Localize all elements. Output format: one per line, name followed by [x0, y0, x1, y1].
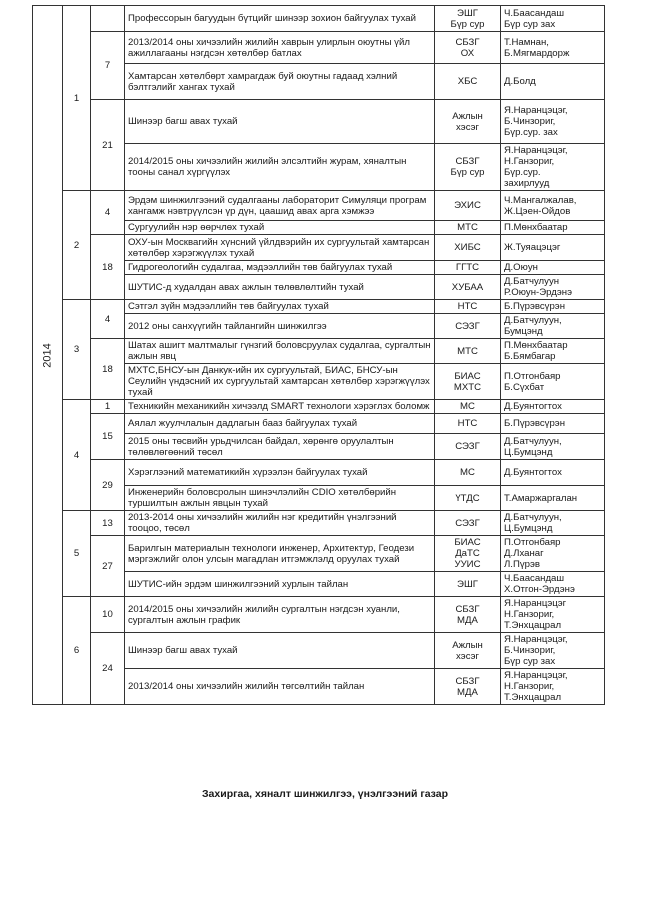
topic-cell: Хамтарсан хөтөлбөрт хамрагдаж буй оюутны гадаад хэлний бэлтгэлийг хангах тухай [125, 64, 435, 100]
org-cell: СЭЗГ [435, 511, 501, 536]
topic-cell: Шинээр багш авах тухай [125, 100, 435, 144]
table-row [33, 235, 605, 261]
topic-cell: 2012 оны санхүүгийн тайлангийн шинжилгээ [125, 314, 435, 339]
org-cell: СБЗГ МДА [435, 669, 501, 705]
org-cell: МТС [435, 339, 501, 364]
topic-cell: Аялал жуулчлалын дадлагын бааз байгуулах тухай [125, 414, 435, 434]
org-cell: ХУБАА [435, 275, 501, 300]
year-label: 2014 [41, 342, 54, 368]
org-cell: ЭШГ Бүр сур [435, 6, 501, 32]
topic-cell: 2015 оны төсвийн урьдчилсан байдал, хөрөнгө оруулалтын төлөвлөгөөний төсөл [125, 434, 435, 460]
topic-cell: 2013/2014 оны хичээлийн жилийн хаврын улирлын оюутны үйл ажиллагааны нэгдсэн хөтөлбөр батлах [125, 32, 435, 64]
topic-cell: Хэрэглээний математикийн хүрээлэн байгуулах тухай [125, 460, 435, 486]
topic-cell: Барилгын материалын технологи инженер, Архитектур, Геодези мэргэжлийг олон улсын магадлан итгэмжлэлд оруулах тухай [125, 536, 435, 572]
org-cell: НТС [435, 300, 501, 314]
day-cell: 29 [91, 460, 125, 511]
responsible-cell: Д.Оюун [501, 261, 605, 275]
org-cell: ГГТС [435, 261, 501, 275]
topic-cell: Сэтгэл зүйн мэдээллийн төв байгуулах тухай [125, 300, 435, 314]
org-cell: МС [435, 400, 501, 414]
org-cell: СБЗГ ОХ [435, 32, 501, 64]
topic-cell: ШУТИС-д худалдан авах ажлын төлөвлөлтийн тухай [125, 275, 435, 300]
month-cell: 6 [63, 597, 91, 705]
org-cell: ҮТДС [435, 486, 501, 511]
day-cell: 15 [91, 414, 125, 460]
day-cell: 21 [91, 100, 125, 191]
responsible-cell: Д.Болд [501, 64, 605, 100]
responsible-cell: Я.Наранцэцэг, Н.Ганзориг, Т.Энхцацрал [501, 669, 605, 705]
footer-department: Захиргаа, хяналт шинжилгээ, үнэлгээний газар [201, 788, 449, 800]
month-cell: 4 [63, 400, 91, 511]
responsible-cell: П.Отгонбаяр Б.Сүхбат [501, 364, 605, 400]
org-cell: МС [435, 460, 501, 486]
org-cell: СБЗГ Бүр сур [435, 144, 501, 191]
responsible-cell: Б.Пүрэвсүрэн [501, 300, 605, 314]
table-row [33, 32, 605, 64]
responsible-cell: П.Мөнхбаатар Б.Бямбагар [501, 339, 605, 364]
org-cell: СЭЗГ [435, 434, 501, 460]
responsible-cell: Ч.Баасандаш Бүр сур зах [501, 6, 605, 32]
day-cell: 7 [91, 32, 125, 100]
table-row [33, 300, 605, 314]
day-cell [91, 6, 125, 32]
table-row [33, 6, 605, 32]
topic-cell: Шатах ашигт малтмалыг гүнзгий боловсруулах судалгаа, сургалтын ажлын явц [125, 339, 435, 364]
topic-cell: ШУТИС-ийн эрдэм шинжилгээний хурлын тайлан [125, 572, 435, 597]
org-cell: БИАС МХТС [435, 364, 501, 400]
table-row [33, 633, 605, 669]
day-cell: 4 [91, 300, 125, 339]
responsible-cell: Ч.Баасандаш Х.Отгон-Эрдэнэ [501, 572, 605, 597]
responsible-cell: Д.Буянтогтох [501, 460, 605, 486]
responsible-cell: П.Отгонбаяр Д.Лханаг Л.Пүрэв [501, 536, 605, 572]
day-cell: 18 [91, 339, 125, 400]
org-cell: ЭШГ [435, 572, 501, 597]
day-cell: 24 [91, 633, 125, 705]
day-cell: 4 [91, 191, 125, 235]
topic-cell: Гидрогеологийн судалгаа, мэдээллийн төв байгуулах тухай [125, 261, 435, 275]
org-cell: ХБС [435, 64, 501, 100]
topic-cell: Эрдэм шинжилгээний судалгааны лабораторит Симуляци програм хангамж нэвтрүүлсэн үр дүн, цаашид авах арга хэмжээ [125, 191, 435, 221]
table-row [33, 400, 605, 414]
table-row [33, 100, 605, 144]
table-row [33, 536, 605, 572]
table-row [33, 597, 605, 633]
topic-cell: 2014/2015 оны хичээлийн жилийн сургалтын нэгдсэн хуанли, сургалтын ажлын график [125, 597, 435, 633]
responsible-cell: Я.Наранцэцэг, Н.Ганзориг, Бүр.сур. захирлууд [501, 144, 605, 191]
topic-cell: МХТС,БНСУ-ын Данкук-ийн их сургуультай, БИАС, БНСУ-ын Сеулийн үндэсний их сургуультай хамтарсан хөтөлбөр хэрэгжүүлэх тухай [125, 364, 435, 400]
topic-cell: Шинээр багш авах тухай [125, 633, 435, 669]
topic-cell: Профессорын багуудын бүтцийг шинээр зохион байгуулах тухай [125, 6, 435, 32]
month-cell: 1 [63, 6, 91, 191]
table-row [33, 511, 605, 536]
table-row [33, 460, 605, 486]
topic-cell: 2014/2015 оны хичээлийн жилийн элсэлтийн журам, хяналтын тооны санал хүргүүлэх [125, 144, 435, 191]
schedule-table [32, 5, 605, 705]
responsible-cell: Д.Батчулуун, Ц.Бумцэнд [501, 434, 605, 460]
day-cell: 10 [91, 597, 125, 633]
org-cell: ХИБС [435, 235, 501, 261]
responsible-cell: Я.Наранцэцэг Н.Ганзориг, Т.Энхцацрал [501, 597, 605, 633]
responsible-cell: Я.Наранцэцэг, Б.Чинзориг, Бүр.сур. зах [501, 100, 605, 144]
responsible-cell: Я.Наранцэцэг, Б.Чинзориг, Бүр сур зах [501, 633, 605, 669]
responsible-cell: Д.Батчулуун, Бумцэнд [501, 314, 605, 339]
responsible-cell: Т.Амаржаргалан [501, 486, 605, 511]
responsible-cell: Д.Батчулуун Р.Оюун-Эрдэнэ [501, 275, 605, 300]
responsible-cell: Д.Буянтогтох [501, 400, 605, 414]
day-cell: 1 [91, 400, 125, 414]
responsible-cell: Д.Батчулуун, Ц.Бумцэнд [501, 511, 605, 536]
topic-cell: Инженерийн боловсролын шинэчлэлийн CDIO хөтөлбөрийн туршилтын ажлын явцын тухай [125, 486, 435, 511]
topic-cell: Техникийн механикийн хичээлд SMART технологи хэрэглэх боломж [125, 400, 435, 414]
topic-cell: 2013-2014 оны хичээлийн жилийн нэг кредитийн үнэлгээний тооцоо, төсөл [125, 511, 435, 536]
day-cell: 27 [91, 536, 125, 597]
topic-cell: Сургуулийн нэр өөрчлөх тухай [125, 221, 435, 235]
responsible-cell: Ч.Мангалжалав, Ж.Цэен-Ойдов [501, 191, 605, 221]
org-cell: Ажлын хэсэг [435, 100, 501, 144]
responsible-cell: П.Мөнхбаатар [501, 221, 605, 235]
month-cell: 2 [63, 191, 91, 300]
org-cell: БИАС ДаТС УУИС [435, 536, 501, 572]
day-cell: 13 [91, 511, 125, 536]
year-cell [33, 6, 63, 705]
org-cell: НТС [435, 414, 501, 434]
month-cell: 3 [63, 300, 91, 400]
responsible-cell: Т.Намнан, Б.Мягмардорж [501, 32, 605, 64]
table-row [33, 191, 605, 221]
table-row [33, 339, 605, 364]
org-cell: СЭЗГ [435, 314, 501, 339]
topic-cell: 2013/2014 оны хичээлийн жилийн төгсөлтийн тайлан [125, 669, 435, 705]
responsible-cell: Ж.Туяацэцэг [501, 235, 605, 261]
org-cell: МТС [435, 221, 501, 235]
responsible-cell: Б.Пүрэвсүрэн [501, 414, 605, 434]
org-cell: Ажлын хэсэг [435, 633, 501, 669]
topic-cell: ОХУ-ын Москвагийн хүнсний үйлдвэрийн их сургуультай хамтарсан хөтөлбөр хэрэгжүүлэх тухай [125, 235, 435, 261]
month-cell: 5 [63, 511, 91, 597]
table-row [33, 414, 605, 434]
org-cell: СБЗГ МДА [435, 597, 501, 633]
day-cell: 18 [91, 235, 125, 300]
org-cell: ЭХИС [435, 191, 501, 221]
